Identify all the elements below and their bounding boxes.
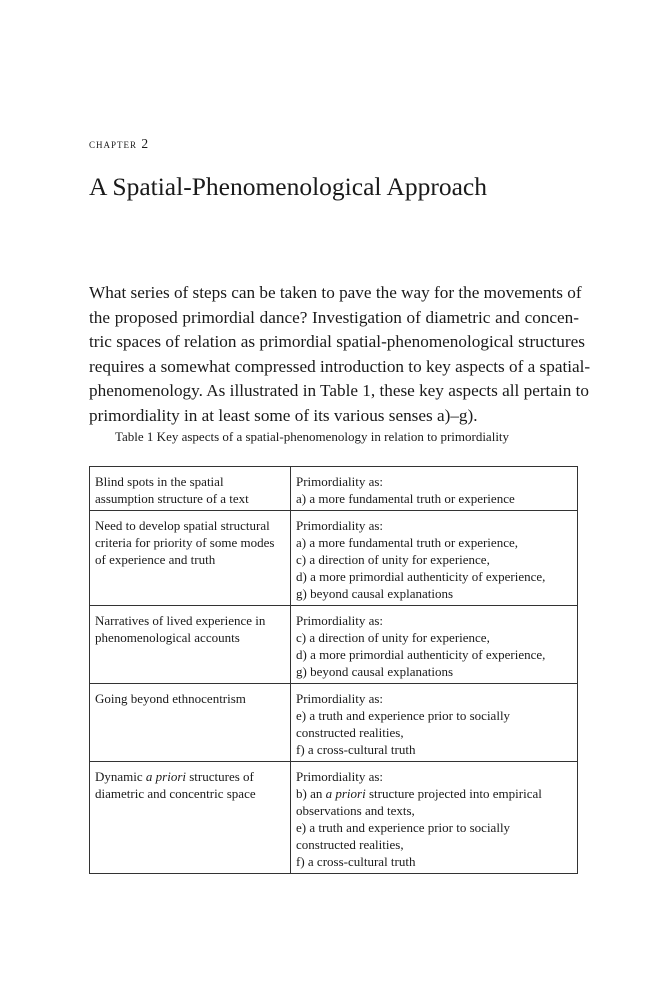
cell-line: g) beyond causal explanations — [296, 586, 454, 601]
table-row — [90, 511, 578, 606]
cell-line: constructed realities, — [296, 837, 404, 852]
aspects-table — [89, 466, 578, 874]
aspect-cell — [90, 606, 291, 684]
cell-line: phenomenological accounts — [95, 630, 240, 645]
cell-line: Primordiality as: — [296, 769, 384, 784]
paragraph-line: primordiality in at least some of its various senses a)–g). — [89, 405, 478, 425]
cell-line: Blind spots in the spatial — [95, 474, 224, 489]
table-caption: Table 1 Key aspects of a spatial-phenomenology in relation to primordiality — [115, 429, 510, 444]
cell-line: c) a direction of unity for experience, — [296, 630, 490, 645]
primordiality-cell — [291, 606, 578, 684]
cell-line: d) a more primordial authenticity of experience, — [296, 569, 546, 584]
aspect-cell — [90, 467, 291, 511]
primordiality-cell — [291, 684, 578, 762]
body-paragraph — [89, 281, 591, 428]
paragraph-line: tric spaces of relation as primordial spatial-phenomenological structures — [89, 332, 585, 351]
cell-line: of experience and truth — [95, 552, 216, 567]
cell-line: constructed realities, — [296, 725, 404, 740]
cell-line: d) a more primordial authenticity of experience, — [296, 647, 546, 662]
paragraph-line: phenomenology. As illustrated in Table 1, these key aspects all pertain to — [89, 381, 589, 400]
cell-line: Primordiality as: — [296, 691, 384, 706]
cell-line: Primordiality as: — [296, 474, 384, 489]
cell-line: a) a more fundamental truth or experience — [296, 491, 515, 506]
paragraph-line: What series of steps can be taken to pave the way for the movements of — [89, 283, 582, 302]
table-row — [90, 606, 578, 684]
cell-line: Dynamic a priori structures of — [95, 769, 254, 784]
paragraph-line: the proposed primordial dance? Investigation of diametric and concen- — [89, 307, 579, 327]
cell-line: diametric and concentric space — [95, 786, 256, 801]
aspect-cell — [90, 762, 291, 874]
table-row — [90, 467, 578, 511]
aspect-cell — [90, 684, 291, 762]
cell-line: f) a cross-cultural truth — [296, 854, 416, 869]
cell-line: Narratives of lived experience in — [95, 613, 266, 628]
cell-line: g) beyond causal explanations — [296, 664, 454, 679]
primordiality-cell — [291, 511, 578, 606]
cell-line: a) a more fundamental truth or experience, — [296, 535, 518, 550]
chapter-label: chapter 2 — [89, 136, 150, 151]
cell-line: Going beyond ethnocentrism — [95, 691, 246, 706]
table-row — [90, 762, 578, 874]
paragraph-line: requires a somewhat compressed introduction to key aspects of a spatial- — [89, 356, 591, 376]
cell-line: criteria for priority of some modes — [95, 535, 275, 550]
table-body — [90, 467, 578, 874]
chapter-title: A Spatial-Phenomenological Approach — [89, 172, 488, 201]
primordiality-cell — [291, 762, 578, 874]
cell-line: c) a direction of unity for experience, — [296, 552, 490, 567]
cell-line: b) an a priori structure projected into empirical — [296, 786, 542, 801]
cell-line: Primordiality as: — [296, 613, 384, 628]
cell-line: Primordiality as: — [296, 518, 384, 533]
cell-line: f) a cross-cultural truth — [296, 742, 416, 757]
cell-line: Need to develop spatial structural — [95, 518, 270, 533]
cell-line: e) a truth and experience prior to socially — [296, 820, 511, 835]
cell-line: observations and texts, — [296, 803, 415, 818]
aspect-cell — [90, 511, 291, 606]
primordiality-cell — [291, 467, 578, 511]
table-row — [90, 684, 578, 762]
cell-line: e) a truth and experience prior to socially — [296, 708, 511, 723]
cell-line: assumption structure of a text — [95, 491, 249, 506]
